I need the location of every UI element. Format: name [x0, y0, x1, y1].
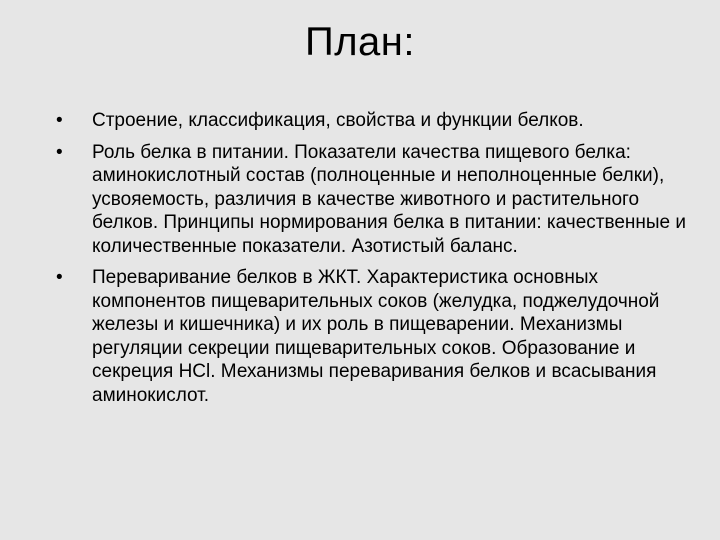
- bullet-list: [52, 109, 692, 415]
- bullet-icon: •: [56, 141, 63, 163]
- bullet-item-1: [52, 109, 692, 133]
- bullet-item-3: [52, 266, 692, 407]
- slide-title: План:: [304, 20, 416, 64]
- bullet-text: Строение, классификация, свойства и функции белков.: [92, 110, 584, 131]
- bullet-text: Роль белка в питании. Показатели качества пищевого белка: аминокислотный состав (полноценные и неполноценные белки), усвояемость, различия в качестве животного и растительного белков. Принципы нормирования белка в питании: качественные и количественные показатели. Азотистый баланс.: [92, 141, 687, 257]
- bullet-text: Переваривание белков в ЖКТ. Характеристика основных компонентов пищеварительных соков (желудка, поджелудочной железы и кишечника) и их роль в пищеварении. Механизмы регуляции секреции пищеварительных соков. Образование и секреция HCl. Механизмы переваривания белков и всасывания аминокислот.: [92, 267, 660, 406]
- bullet-icon: •: [56, 110, 63, 131]
- bullet-item-2: [52, 141, 692, 259]
- bullet-icon: •: [56, 267, 63, 288]
